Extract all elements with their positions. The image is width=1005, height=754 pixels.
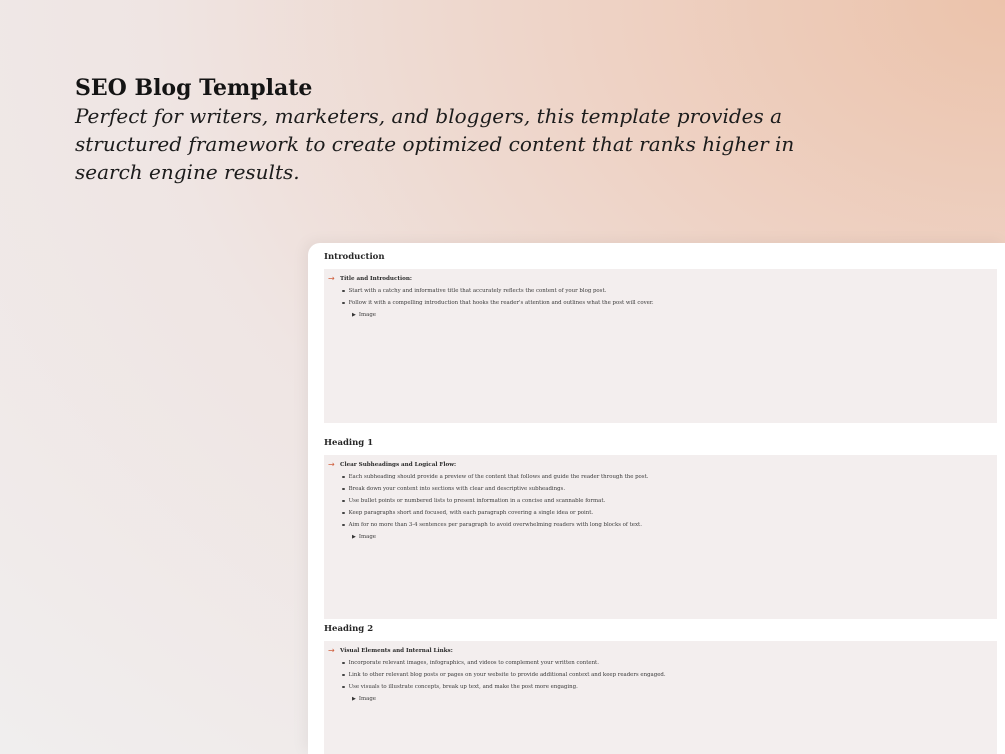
list-item-text: Use bullet points or numbered lists to present information in a concise and scannable format. xyxy=(348,498,606,504)
bullet-dot-icon xyxy=(342,290,345,293)
triangle-right-icon[interactable]: ▶ xyxy=(352,534,356,540)
template-page-preview xyxy=(308,243,1005,754)
hero-subtitle-line: structured framework to create optimized content that ranks higher in xyxy=(75,132,795,156)
item-title: Visual Elements and Internal Links: xyxy=(340,648,453,654)
list-item-text: Follow it with a compelling introduction that hooks the reader's attention and outlines what the post will cover. xyxy=(348,300,654,306)
hero xyxy=(75,74,835,186)
list-item-text: Start with a catchy and informative title that accurately reflects the content of your blog post. xyxy=(348,288,607,294)
hero-title: SEO Blog Template xyxy=(75,75,313,101)
bullet-dot-icon xyxy=(342,476,345,479)
hero-subtitle-line: Perfect for writers, marketers, and bloggers, this template provides a xyxy=(75,104,783,128)
image-toggle[interactable] xyxy=(352,531,997,543)
item-title: Title and Introduction: xyxy=(340,276,412,282)
hero-subtitle-line: search engine results. xyxy=(75,160,300,184)
list-item xyxy=(342,297,997,309)
bullet-list xyxy=(324,285,997,309)
list-item xyxy=(342,495,997,507)
item-title-row xyxy=(324,645,997,657)
list-item-text: Use visuals to illustrate concepts, break up text, and make the post more engaging. xyxy=(348,684,578,690)
list-item xyxy=(342,669,997,681)
list-item-text: Link to other relevant blog posts or pages on your website to provide additional context and keep readers engaged. xyxy=(348,672,666,678)
section-heading-2 xyxy=(324,621,997,754)
bullet-dot-icon xyxy=(342,488,345,491)
toggle-label: Image xyxy=(358,312,376,318)
image-toggle[interactable] xyxy=(352,693,997,705)
list-item xyxy=(342,657,997,669)
bullet-dot-icon xyxy=(342,686,345,689)
bullet-list xyxy=(324,471,997,531)
toggle-label: Image xyxy=(358,696,376,702)
section-heading: Introduction xyxy=(324,252,385,262)
list-item-text: Aim for no more than 3-4 sentences per paragraph to avoid overwhelming readers with long blocks of text. xyxy=(348,522,642,528)
list-item xyxy=(342,285,997,297)
content-card xyxy=(324,455,997,619)
arrow-right-icon: → xyxy=(328,460,335,469)
arrow-right-icon: → xyxy=(328,274,335,283)
section-heading: Heading 1 xyxy=(324,438,374,448)
bullet-dot-icon xyxy=(342,500,345,503)
list-item-text: Keep paragraphs short and focused, with each paragraph covering a single idea or point. xyxy=(348,510,594,516)
toggle-label: Image xyxy=(358,534,376,540)
list-item-text: Each subheading should provide a preview of the content that follows and guide the reader through the post. xyxy=(348,474,649,480)
bullet-dot-icon xyxy=(342,302,345,305)
hero-subtitle xyxy=(75,102,835,186)
triangle-right-icon[interactable]: ▶ xyxy=(352,312,356,318)
bullet-list xyxy=(324,657,997,693)
content-card xyxy=(324,641,997,754)
bullet-dot-icon xyxy=(342,524,345,527)
list-item xyxy=(342,681,997,693)
item-title-row xyxy=(324,273,997,285)
triangle-right-icon[interactable]: ▶ xyxy=(352,696,356,702)
section-heading-1 xyxy=(324,435,997,619)
list-item xyxy=(342,483,997,495)
bullet-dot-icon xyxy=(342,512,345,515)
section-heading: Heading 2 xyxy=(324,624,374,634)
list-item xyxy=(342,519,997,531)
list-item-text: Incorporate relevant images, infographics, and videos to complement your written content. xyxy=(348,660,599,666)
bullet-dot-icon xyxy=(342,674,345,677)
arrow-right-icon: → xyxy=(328,646,335,655)
list-item-text: Break down your content into sections with clear and descriptive subheadings. xyxy=(348,486,566,492)
content-card xyxy=(324,269,997,423)
item-title: Clear Subheadings and Logical Flow: xyxy=(340,462,457,468)
image-toggle[interactable] xyxy=(352,309,997,321)
item-title-row xyxy=(324,459,997,471)
section-introduction xyxy=(324,249,997,423)
list-item xyxy=(342,471,997,483)
bullet-dot-icon xyxy=(342,662,345,665)
list-item xyxy=(342,507,997,519)
